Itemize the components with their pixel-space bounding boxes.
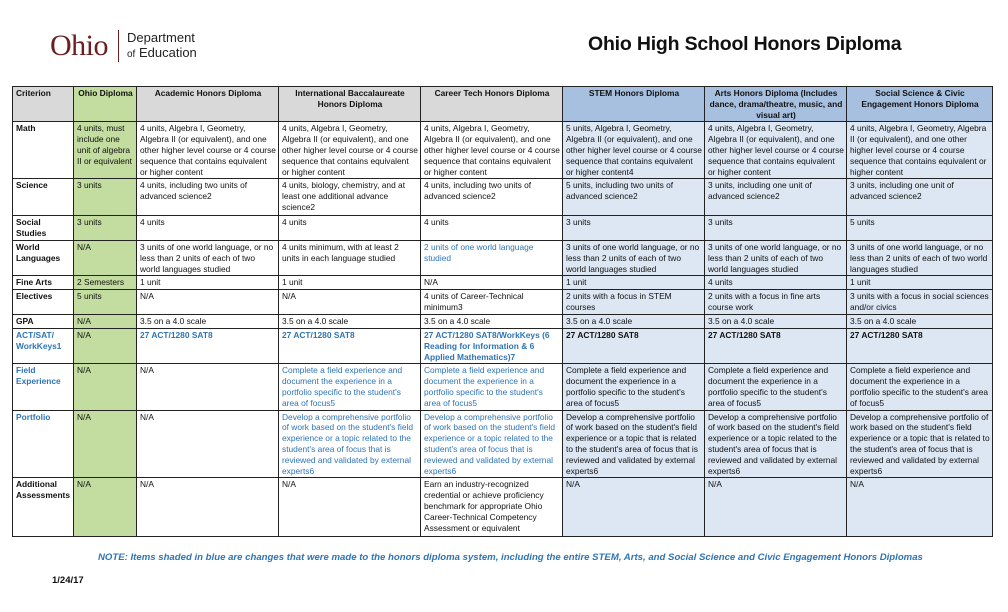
table-cell: 2 units with a focus in fine arts course work — [705, 290, 847, 315]
table-cell: 4 units — [137, 216, 279, 241]
table-cell: 3 units of one world language, or no less than 2 units of each of two world languages studied — [563, 240, 705, 275]
table-cell: 5 units, Algebra I, Geometry, Algebra II (or equivalent), and one other higher level course or 4 course sequence that contains equivalent or higher content4 — [563, 122, 705, 179]
table-cell: 27 ACT/1280 SAT8 — [137, 328, 279, 363]
table-cell: 27 ACT/1280 SAT8/WorkKeys (6 Reading for Information & 6 Applied Mathematics)7 — [421, 328, 563, 363]
table-cell: 3 units of one world language, or no less than 2 units of each of two world languages studied — [847, 240, 993, 275]
logo-wordmark: Ohio — [50, 29, 108, 62]
table-cell: Develop a comprehensive portfolio of work based on the student's field experience or a topic that is related to the student's area of focus that is reviewed and validated by external experts6 — [847, 410, 993, 478]
table-cell: 3.5 on a 4.0 scale — [563, 315, 705, 329]
table-cell: N/A — [74, 328, 137, 363]
table-cell: Develop a comprehensive portfolio of work based on the student's field experience or a topic related to the student's area of focus that is reviewed and validated by external experts6 — [421, 410, 563, 478]
table-cell: 3.5 on a 4.0 scale — [421, 315, 563, 329]
table-row — [13, 240, 993, 275]
table-row — [13, 410, 993, 478]
table-cell: Complete a field experience and document the experience in a portfolio specific to the student's area of focus5 — [847, 364, 993, 410]
table-cell: N/A — [137, 290, 279, 315]
table-cell: N/A — [705, 478, 847, 537]
table-cell: 3 units, including one unit of advanced science2 — [705, 179, 847, 216]
table-cell: N/A — [279, 478, 421, 537]
logo-dept-of: of — [127, 49, 136, 60]
criterion-cell: Fine Arts — [13, 276, 74, 290]
table-cell: 4 units, biology, chemistry, and at least one additional advance science2 — [279, 179, 421, 216]
table-cell: 1 unit — [137, 276, 279, 290]
table-cell: N/A — [74, 364, 137, 410]
table-cell: N/A — [74, 240, 137, 275]
table-cell: Develop a comprehensive portfolio of work based on the student's field experience or a topic related to the student's area of focus that is reviewed and validated by external experts6 — [279, 410, 421, 478]
table-cell: N/A — [279, 290, 421, 315]
logo-dept-line1: Department — [127, 30, 195, 45]
column-header: STEM Honors Diploma — [563, 87, 705, 122]
table-cell: 3 units of one world language, or no less than 2 units of each of two world languages studied — [705, 240, 847, 275]
logo-dept-line2: Education — [138, 45, 197, 60]
table-cell: 5 units — [847, 216, 993, 241]
table-cell: 4 units minimum, with at least 2 units in each language studied — [279, 240, 421, 275]
column-header: Arts Honors Diploma (Includes dance, drama/theatre, music, and visual art) — [705, 87, 847, 122]
table-cell: N/A — [563, 478, 705, 537]
table-cell: N/A — [137, 410, 279, 478]
table-cell: 3 units — [563, 216, 705, 241]
table-cell: N/A — [421, 276, 563, 290]
table-cell: 4 units, Algebra I, Geometry, Algebra II (or equivalent), and one other higher level course or 4 course sequence that contains equivalent or higher content — [705, 122, 847, 179]
table-row — [13, 122, 993, 179]
table-cell: Earn an industry-recognized credential or achieve proficiency benchmark for appropriate Ohio Career-Technical Competency Assessment or equivalent — [421, 478, 563, 537]
table-cell: 3 units — [74, 179, 137, 216]
table-row — [13, 328, 993, 363]
page-title: Ohio High School Honors Diploma — [588, 33, 902, 55]
table-cell: 4 units, Algebra I, Geometry, Algebra II (or equivalent), and one other higher level course or 4 course sequence that contains equivalent or higher content — [421, 122, 563, 179]
table-cell: 1 unit — [279, 276, 421, 290]
table-cell: 4 units — [421, 216, 563, 241]
table-cell: 3 units with a focus in social sciences and/or civics — [847, 290, 993, 315]
table-cell: N/A — [137, 364, 279, 410]
table-row — [13, 276, 993, 290]
table-cell: 3.5 on a 4.0 scale — [705, 315, 847, 329]
table-cell: Develop a comprehensive portfolio of work based on the student's field experience or a topic that is related to the student's area of focus that is reviewed and validated by external experts6 — [563, 410, 705, 478]
table-cell: N/A — [847, 478, 993, 537]
table-cell: 3 units — [705, 216, 847, 241]
table-cell: 27 ACT/1280 SAT8 — [847, 328, 993, 363]
table-cell: 4 units — [705, 276, 847, 290]
footnote-note: NOTE: Items shaded in blue are changes that were made to the honors diploma system, including the entire STEM, Arts, and Social Science and Civic Engagement Honors Diplomas — [98, 552, 923, 563]
table-row — [13, 179, 993, 216]
table-cell: 3 units, including one unit of advanced science2 — [847, 179, 993, 216]
table-cell: 27 ACT/1280 SAT8 — [705, 328, 847, 363]
criterion-cell: World Languages — [13, 240, 74, 275]
table-row — [13, 478, 993, 537]
table-cell: Complete a field experience and document the experience in a portfolio specific to the student's area of focus5 — [421, 364, 563, 410]
table-cell: N/A — [74, 315, 137, 329]
table-cell: Develop a comprehensive portfolio of work based on the student's field experience or a topic related to the student's area of focus that is reviewed and validated by external experts6 — [705, 410, 847, 478]
column-header: International Baccalaureate Honors Diploma — [279, 87, 421, 122]
table-cell: 1 unit — [847, 276, 993, 290]
table-header-row — [13, 87, 993, 122]
table-cell: 4 units, must include one unit of algebra II or equivalent — [74, 122, 137, 179]
criterion-cell: Science — [13, 179, 74, 216]
criterion-cell: Math — [13, 122, 74, 179]
table-cell: 4 units, Algebra I, Geometry, Algebra II (or equivalent), and one other higher level course or 4 course sequence that contains equivalent or higher content — [279, 122, 421, 179]
table-row — [13, 290, 993, 315]
table-cell: 4 units, including two units of advanced science2 — [421, 179, 563, 216]
column-header: Ohio Diploma — [74, 87, 137, 122]
table-cell: 2 units with a focus in STEM courses — [563, 290, 705, 315]
table-cell: 27 ACT/1280 SAT8 — [563, 328, 705, 363]
criterion-cell: Social Studies — [13, 216, 74, 241]
table-cell: 3.5 on a 4.0 scale — [279, 315, 421, 329]
honors-diploma-table — [12, 86, 993, 537]
table-row — [13, 315, 993, 329]
table-cell: 4 units — [279, 216, 421, 241]
table-cell: 4 units of Career-Technical minimum3 — [421, 290, 563, 315]
logo-department-text — [127, 30, 197, 62]
column-header: Career Tech Honors Diploma — [421, 87, 563, 122]
column-header: Social Science & Civic Engagement Honors Diploma — [847, 87, 993, 122]
criterion-cell: Additional Assessments — [13, 478, 74, 537]
table-row — [13, 364, 993, 410]
criterion-cell: GPA — [13, 315, 74, 329]
criterion-cell: Portfolio — [13, 410, 74, 478]
table-cell: 4 units, Algebra I, Geometry, Algebra II (or equivalent), and one other higher level course or 4 course sequence that contains equivalent or higher content — [847, 122, 993, 179]
table-cell: 3 units of one world language, or no less than 2 units of each of two world languages studied — [137, 240, 279, 275]
page-header — [0, 0, 1008, 86]
column-header: Criterion — [13, 87, 74, 122]
logo-divider — [118, 30, 119, 62]
ohio-education-logo — [50, 30, 197, 62]
table-row — [13, 216, 993, 241]
table-cell: 3 units — [74, 216, 137, 241]
table-cell: Complete a field experience and document the experience in a portfolio specific to the student's area of focus5 — [279, 364, 421, 410]
table-cell: 2 Semesters — [74, 276, 137, 290]
table-cell: 4 units, Algebra I, Geometry, Algebra II (or equivalent), and one other higher level course or 4 course sequence that contains equivalent or higher content — [137, 122, 279, 179]
table-cell: N/A — [137, 478, 279, 537]
table-cell: 5 units, including two units of advanced science2 — [563, 179, 705, 216]
table-cell: 3.5 on a 4.0 scale — [137, 315, 279, 329]
table-cell: N/A — [74, 478, 137, 537]
table-cell: Complete a field experience and document the experience in a portfolio specific to the student's area of focus5 — [563, 364, 705, 410]
table-cell: 2 units of one world language studied — [421, 240, 563, 275]
table-cell: 1 unit — [563, 276, 705, 290]
document-date: 1/24/17 — [52, 575, 84, 586]
table-cell: N/A — [74, 410, 137, 478]
table-cell: 4 units, including two units of advanced science2 — [137, 179, 279, 216]
column-header: Academic Honors Diploma — [137, 87, 279, 122]
table-cell: Complete a field experience and document the experience in a portfolio specific to the student's area of focus5 — [705, 364, 847, 410]
table-cell: 3.5 on a 4.0 scale — [847, 315, 993, 329]
table-cell: 27 ACT/1280 SAT8 — [279, 328, 421, 363]
criterion-cell: Field Experience — [13, 364, 74, 410]
table-cell: 5 units — [74, 290, 137, 315]
criterion-cell: Electives — [13, 290, 74, 315]
criterion-cell: ACT/SAT/ WorkKeys1 — [13, 328, 74, 363]
